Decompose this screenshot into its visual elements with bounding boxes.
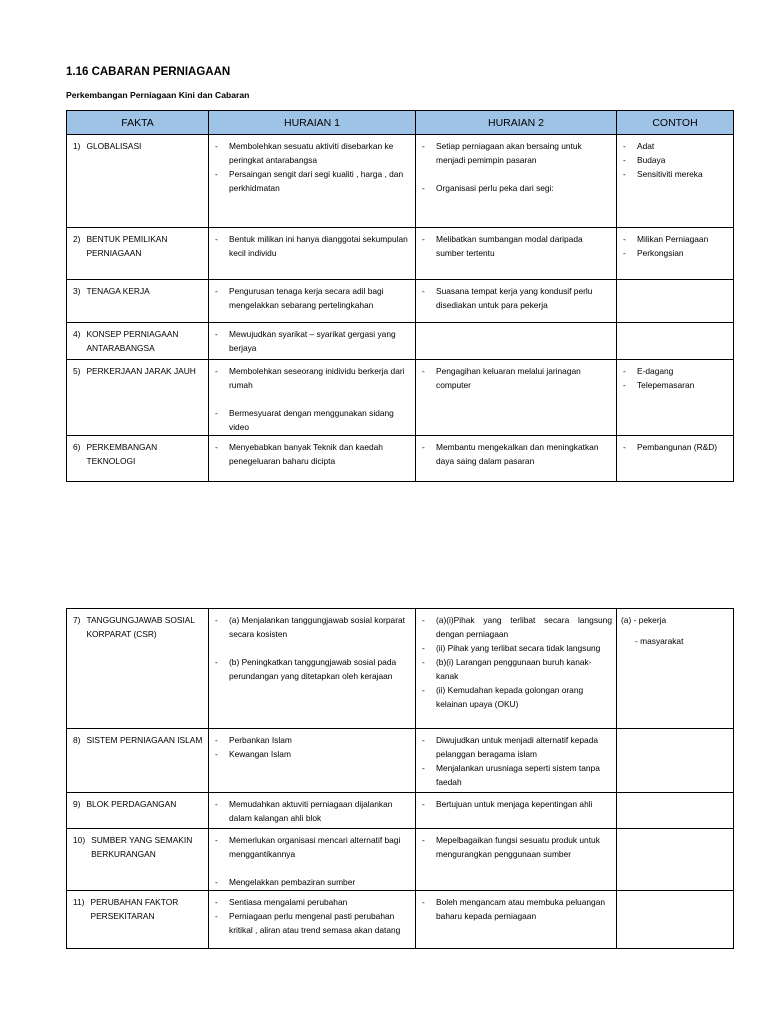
fakta-text: GLOBALISASI xyxy=(86,141,142,151)
contoh-cell xyxy=(617,228,734,280)
fakta-text: TENAGA KERJA xyxy=(86,286,150,296)
list-item: - Organisasi perlu peka dari segi: xyxy=(420,181,612,195)
fakta-text: BLOK PERDAGANGAN xyxy=(86,799,177,809)
list-item: - (ii) Pihak yang terlibat secara tidak langsung xyxy=(420,641,612,655)
list-item: - Persaingan sengit dari segi kualiti , harga , dan perkhidmatan xyxy=(213,167,411,195)
fakta-cell xyxy=(67,891,209,949)
fakta-cell xyxy=(67,729,209,793)
list-item: - Sensitiviti mereka xyxy=(621,167,729,181)
table-row xyxy=(67,891,734,949)
fakta-text: SUMBER YANG SEMAKIN BERKURANGAN xyxy=(91,835,193,859)
huraian-2-cell xyxy=(416,280,617,323)
huraian-1-cell xyxy=(209,793,416,829)
huraian-1-cell xyxy=(209,323,416,360)
list-item: - Membantu mengekalkan dan meningkatkan daya saing dalam pasaran xyxy=(420,440,612,468)
huraian-1-cell xyxy=(209,436,416,482)
contoh-masyarakat: - masyarakat xyxy=(635,636,684,646)
row-number: 2) xyxy=(73,234,81,244)
table-header-row xyxy=(67,111,734,135)
contoh-cell xyxy=(617,829,734,891)
page-subtitle: Perkembangan Perniagaan Kini dan Cabaran xyxy=(66,90,250,100)
huraian-2-cell xyxy=(416,360,617,436)
row-number: 11) xyxy=(73,897,85,907)
fakta-text: PERUBAHAN FAKTOR PERSEKITARAN xyxy=(90,897,179,921)
huraian-2-cell xyxy=(416,609,617,729)
fakta-text: SISTEM PERNIAGAAN ISLAM xyxy=(86,735,203,745)
list-item: - Menjalankan urusniaga seperti sistem tanpa faedah xyxy=(420,761,612,789)
contoh-cell xyxy=(617,280,734,323)
contoh-pekerja: (a) - pekerja xyxy=(621,615,667,625)
huraian-2-cell xyxy=(416,436,617,482)
list-item: - Membolehkan seseorang inidividu berkerja dari rumah xyxy=(213,364,411,392)
table-row xyxy=(67,228,734,280)
list-item: - Bertujuan untuk menjaga kepentingan ahli xyxy=(420,797,612,811)
contoh-cell xyxy=(617,793,734,829)
header-huraian-2: HURAIAN 2 xyxy=(416,111,617,135)
list-item: - Pembangunan (R&D) xyxy=(621,440,729,454)
list-item: - Mengelakkan pembaziran sumber xyxy=(213,875,411,889)
contoh-cell xyxy=(617,360,734,436)
huraian-2-cell xyxy=(416,323,617,360)
list-item: - Diwujudkan untuk menjadi alternatif kepada pelanggan beragama islam xyxy=(420,733,612,761)
table-row xyxy=(67,829,734,891)
fakta-text: PERKERJAAN JARAK JAUH xyxy=(86,366,196,376)
list-item: - Memudahkan aktuviti perniagaan dijalankan dalam kalangan ahli blok xyxy=(213,797,411,825)
huraian-1-cell xyxy=(209,609,416,729)
table-row xyxy=(67,436,734,482)
list-item: - Membolehkan sesuatu aktiviti disebarkan ke peringkat antarabangsa xyxy=(213,139,411,167)
list-item: - (b) Peningkatkan tanggungjawab sosial pada perundangan yang ditetapkan oleh kerajaan xyxy=(213,655,411,683)
huraian-1-cell xyxy=(209,829,416,891)
list-item: - (a)(i)Pihak yang terlibat secara langsung dengan perniagaan xyxy=(420,613,612,641)
list-item: - Perbankan Islam xyxy=(213,733,411,747)
list-item: - Menyebabkan banyak Teknik dan kaedah penegeluaran baharu dicipta xyxy=(213,440,411,468)
huraian-1-cell xyxy=(209,891,416,949)
list-item: - Memerlukan organisasi mencari alternatif bagi menggantikannya xyxy=(213,833,411,861)
fakta-cell xyxy=(67,829,209,891)
contoh-cell xyxy=(617,323,734,360)
huraian-2-cell xyxy=(416,891,617,949)
header-huraian-1: HURAIAN 1 xyxy=(209,111,416,135)
list-item: - Perniagaan perlu mengenal pasti perubahan kritikal , aliran atau trend semasa akan datang xyxy=(213,909,411,937)
huraian-1-cell xyxy=(209,135,416,228)
list-item: - Setiap perniagaan akan bersaing untuk menjadi pemimpin pasaran xyxy=(420,139,612,167)
fakta-text: TANGGUNGJAWAB SOSIAL KORPARAT (CSR) xyxy=(86,615,195,639)
huraian-2-cell xyxy=(416,829,617,891)
row-number: 7) xyxy=(73,615,81,625)
header-fakta: FAKTA xyxy=(67,111,209,135)
huraian-1-cell xyxy=(209,729,416,793)
huraian-1-cell xyxy=(209,228,416,280)
header-contoh: CONTOH xyxy=(617,111,734,135)
list-item: - Bentuk milikan ini hanya dianggotai sekumpulan kecil individu xyxy=(213,232,411,260)
row-number: 9) xyxy=(73,799,81,809)
list-item: - Pengurusan tenaga kerja secara adil bagi mengelakkan sebarang pertelingkahan xyxy=(213,284,411,312)
challenges-table-part-2 xyxy=(66,608,734,949)
huraian-1-cell xyxy=(209,280,416,323)
fakta-cell xyxy=(67,280,209,323)
row-number: 5) xyxy=(73,366,81,376)
contoh-cell xyxy=(617,609,734,729)
list-item: - Mepelbagaikan fungsi sesuatu produk untuk mengurangkan penggunaan sumber xyxy=(420,833,612,861)
table-row xyxy=(67,729,734,793)
fakta-cell xyxy=(67,360,209,436)
fakta-text: PERKEMBANGAN TEKNOLOGI xyxy=(86,442,158,466)
row-number: 6) xyxy=(73,442,81,452)
table-row xyxy=(67,135,734,228)
fakta-cell xyxy=(67,323,209,360)
table-row xyxy=(67,609,734,729)
list-item: - Bermesyuarat dengan menggunakan sidang video xyxy=(213,406,411,434)
huraian-1-cell xyxy=(209,360,416,436)
list-item: - Telepemasaran xyxy=(621,378,729,392)
row-number: 1) xyxy=(73,141,81,151)
table-row xyxy=(67,280,734,323)
list-item: - Mewujudkan syarikat – syarikat gergasi yang berjaya xyxy=(213,327,411,355)
challenges-table-part-1 xyxy=(66,110,734,482)
row-number: 3) xyxy=(73,286,81,296)
list-item: - Adat xyxy=(621,139,729,153)
fakta-cell xyxy=(67,793,209,829)
table-row xyxy=(67,793,734,829)
contoh-cell xyxy=(617,135,734,228)
huraian-2-cell xyxy=(416,228,617,280)
row-number: 8) xyxy=(73,735,81,745)
row-number: 10) xyxy=(73,835,86,845)
contoh-cell xyxy=(617,891,734,949)
list-item: - (b)(i) Larangan penggunaan buruh kanak-kanak xyxy=(420,655,612,683)
list-item: - Melibatkan sumbangan modal daripada sumber tertentu xyxy=(420,232,612,260)
list-item: - Sentiasa mengalami perubahan xyxy=(213,895,411,909)
list-item: - (a) Menjalankan tanggungjawab sosial korparat secara kosisten xyxy=(213,613,411,641)
huraian-2-cell xyxy=(416,729,617,793)
fakta-cell xyxy=(67,228,209,280)
list-item: - (ii) Kemudahan kepada golongan orang kelainan upaya (OKU) xyxy=(420,683,612,711)
fakta-cell xyxy=(67,135,209,228)
huraian-2-cell xyxy=(416,793,617,829)
list-item: - Pengagihan keluaran melalui jarinagan computer xyxy=(420,364,612,392)
huraian-2-cell xyxy=(416,135,617,228)
list-item: - Perkongsian xyxy=(621,246,729,260)
table-row xyxy=(67,360,734,436)
list-item: - Budaya xyxy=(621,153,729,167)
table-row xyxy=(67,323,734,360)
fakta-text: BENTUK PEMILIKAN PERNIAGAAN xyxy=(86,234,168,258)
contoh-cell xyxy=(617,436,734,482)
fakta-cell xyxy=(67,609,209,729)
page-title: 1.16 CABARAN PERNIAGAAN xyxy=(66,66,231,78)
list-item: - Milikan Perniagaan xyxy=(621,232,729,246)
contoh-cell xyxy=(617,729,734,793)
list-item: - Kewangan Islam xyxy=(213,747,411,761)
row-number: 4) xyxy=(73,329,81,339)
list-item: - Suasana tempat kerja yang kondusif perlu disediakan untuk para pekerja xyxy=(420,284,612,312)
list-item: - Boleh mengancam atau membuka peluangan baharu kepada perniagaan xyxy=(420,895,612,923)
fakta-text: KONSEP PERNIAGAAN ANTARABANGSA xyxy=(86,329,179,353)
list-item: - E-dagang xyxy=(621,364,729,378)
fakta-cell xyxy=(67,436,209,482)
